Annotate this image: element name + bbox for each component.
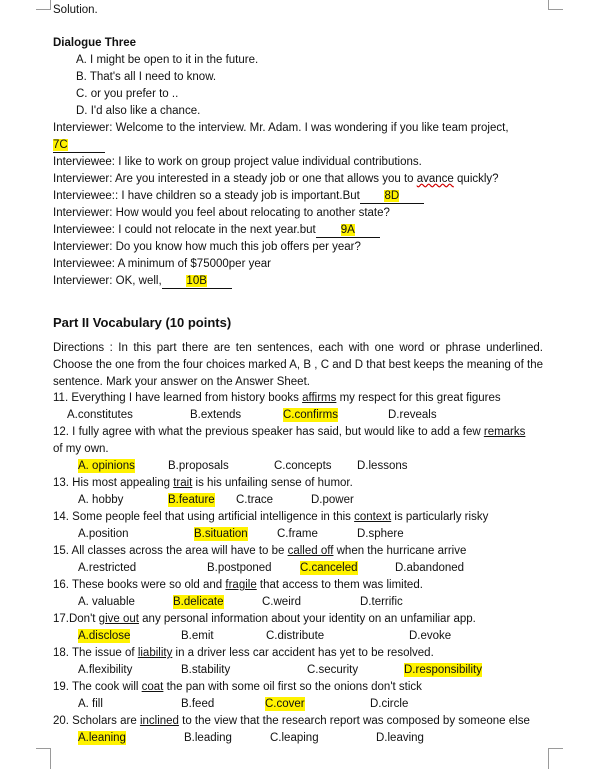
question-text: 15. All classes across the area will have to be — [53, 545, 288, 557]
answer-blank — [162, 275, 232, 289]
question-text: to the view that the research report was composed by someone else — [178, 715, 530, 727]
corner-mark-bottom-right — [548, 748, 563, 769]
underlined-word: inclined — [139, 715, 179, 727]
question-11 — [53, 391, 501, 405]
dialogue-line-5: Interviewer: How would you feel about relocating to another state? — [53, 207, 390, 219]
corner-mark-top-right — [548, 0, 563, 10]
dialogue-line-4-text: Interviewee:: I have children so a steady job is important.But — [53, 190, 360, 202]
question-text: 13. His most appealing — [53, 477, 174, 489]
question-text: my respect for this great figures — [336, 392, 501, 404]
question-text: that access to them was limited. — [256, 579, 423, 591]
choice-c: C.concepts — [274, 460, 332, 472]
question-text: is his unfailing sense of humor. — [192, 477, 353, 489]
underlined-word: affirms — [302, 392, 337, 404]
choice-b: B.leading — [184, 732, 232, 744]
dialogue-line-4 — [53, 189, 424, 204]
question-14 — [53, 510, 488, 524]
answer-7c: 7C — [53, 139, 68, 151]
question-text: 16. These books were so old and — [53, 579, 226, 591]
choice-d-correct: D.responsibility — [404, 664, 482, 676]
choice-b-correct: B.situation — [194, 528, 248, 540]
choice-a: A.flexibility — [78, 664, 133, 676]
corner-mark-top-left — [36, 0, 51, 10]
choice-d: D.reveals — [388, 409, 437, 421]
dialogue-line-6 — [53, 223, 380, 238]
choice-b-correct: B.delicate — [173, 596, 224, 608]
question-20 — [53, 714, 530, 728]
dialogue-line-9-text: Interviewer: OK, well, — [53, 275, 162, 287]
question-text: 18. The issue of — [53, 647, 138, 659]
choice-a: A.constitutes — [67, 409, 133, 421]
choice-b: B.stability — [181, 664, 231, 676]
question-18 — [53, 646, 434, 660]
choice-c: C.distribute — [266, 630, 325, 642]
choice-c: C.security — [307, 664, 359, 676]
underlined-word: coat — [141, 681, 164, 693]
choice-b: B.extends — [190, 409, 242, 421]
choice-a-correct: A.disclose — [78, 630, 131, 642]
choice-a: A. hobby — [78, 494, 124, 506]
question-text: any personal information about your identity on an unfamiliar app. — [138, 613, 476, 625]
underlined-word: trait — [173, 477, 193, 489]
question-text: 11. Everything I have learned from history books — [53, 392, 303, 404]
answer-blank — [53, 139, 105, 153]
misspelled-word: avance — [416, 173, 454, 185]
question-text: in a driver less car accident has yet to be resolved. — [172, 647, 434, 659]
choice-a-correct: A. opinions — [78, 460, 135, 472]
dialogue-option-a: A. I might be open to it in the future. — [76, 54, 259, 66]
question-text: 19. The cook will — [53, 681, 142, 693]
choice-a: A.restricted — [78, 562, 137, 574]
choice-c: C.frame — [277, 528, 318, 540]
answer-10b: 10B — [186, 275, 207, 287]
dialogue-line-3-pre: Interviewer: Are you interested in a steady job or one that allows you to — [53, 173, 417, 185]
choice-b: B.feed — [181, 698, 215, 710]
choice-c-correct: C.cover — [265, 698, 305, 710]
dialogue-line-8: Interviewee: A minimum of $75000per year — [53, 258, 271, 270]
choice-d: D.circle — [370, 698, 409, 710]
dialogue-option-b: B. That's all I need to know. — [76, 71, 217, 83]
choice-b-correct: B.feature — [168, 494, 215, 506]
question-text: 14. Some people feel that using artificial intelligence in this — [53, 511, 355, 523]
top-text: Solution. — [53, 4, 98, 16]
underlined-word: fragile — [225, 579, 257, 591]
question-16 — [53, 578, 423, 592]
question-15 — [53, 544, 466, 558]
choice-b: B.postponed — [207, 562, 272, 574]
choice-d: D.sphere — [357, 528, 404, 540]
choice-d: D.evoke — [409, 630, 452, 642]
dialogue-three-title: Dialogue Three — [53, 37, 137, 49]
answer-blank — [316, 224, 380, 238]
choice-c: C.leaping — [270, 732, 319, 744]
choice-c: C.weird — [262, 596, 301, 608]
question-17 — [53, 612, 476, 626]
dialogue-option-d: D. I'd also like a chance. — [76, 105, 201, 117]
answer-9a: 9A — [340, 224, 355, 236]
dialogue-line-6-text: Interviewee: I could not relocate in the next year.but — [53, 224, 316, 236]
dialogue-line-1 — [53, 121, 509, 135]
choice-d: D.leaving — [376, 732, 424, 744]
dialogue-option-c: C. or you prefer to .. — [76, 88, 179, 100]
choice-d: D.lessons — [357, 460, 408, 472]
dialogue-answer-1 — [53, 138, 105, 153]
question-text: 17.Don't — [53, 613, 99, 625]
dialogue-line-3-post: quickly? — [453, 173, 499, 185]
question-12-wrap: of my own. — [53, 443, 109, 455]
choice-a-correct: A.leaning — [78, 732, 126, 744]
dialogue-line-7: Interviewer: Do you know how much this job offers per year? — [53, 241, 361, 253]
choice-c-correct: C.canceled — [300, 562, 358, 574]
underlined-word: called off — [287, 545, 334, 557]
dialogue-line-1-text: Interviewer: Welcome to the interview. Mr. Adam. I was wondering if you like team project, — [53, 122, 509, 134]
corner-mark-bottom-left — [36, 748, 51, 769]
dialogue-line-9 — [53, 274, 232, 289]
question-19 — [53, 680, 422, 694]
choice-c: C.trace — [236, 494, 274, 506]
question-text: the pan with some oil first so the onions don't stick — [163, 681, 422, 693]
underlined-word: context — [354, 511, 392, 523]
choice-d: D.abandoned — [395, 562, 465, 574]
question-text: is particularly risky — [391, 511, 489, 523]
underlined-word: remarks — [483, 426, 526, 438]
dialogue-line-3 — [53, 172, 499, 186]
choice-d: D.terrific — [360, 596, 403, 608]
part-two-title: Part II Vocabulary (10 points) — [53, 315, 232, 330]
choice-b: B.emit — [181, 630, 214, 642]
choice-d: D.power — [311, 494, 354, 506]
choice-a: A. fill — [78, 698, 103, 710]
question-13 — [53, 476, 353, 490]
dialogue-line-2: Interviewee: I like to work on group project value individual contributions. — [53, 156, 422, 168]
question-text: when the hurricane arrive — [333, 545, 467, 557]
question-12 — [53, 425, 525, 439]
directions-paragraph: Directions : In this part there are ten sentences, each with one word or phrase underlined. Choose the one from the four choices marked A, B , C and D that best keeps the meaning of the sentence. Mark your answer on the Answer Sheet. — [53, 342, 543, 388]
choice-b: B.proposals — [168, 460, 229, 472]
underlined-word: give out — [98, 613, 139, 625]
choice-c-correct: C.confirms — [283, 409, 338, 421]
question-text: 12. I fully agree with what the previous speaker has said, but would like to add a few — [53, 426, 484, 438]
answer-8d: 8D — [384, 190, 400, 202]
choice-a: A. valuable — [78, 596, 135, 608]
answer-blank — [360, 190, 424, 204]
choice-a: A.position — [78, 528, 129, 540]
underlined-word: liability — [137, 647, 173, 659]
question-text: 20. Scholars are — [53, 715, 140, 727]
